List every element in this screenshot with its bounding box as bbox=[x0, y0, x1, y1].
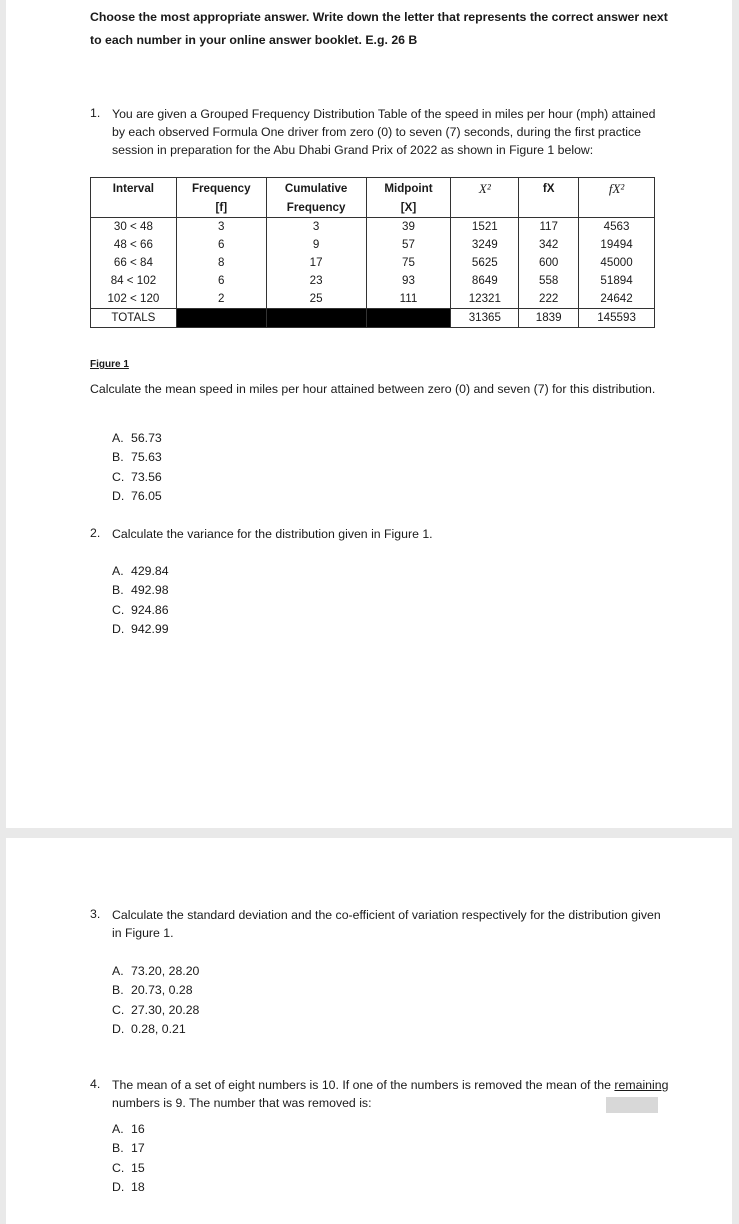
cell-x-squared: 8649 bbox=[451, 272, 519, 290]
cell-fx: 600 bbox=[519, 254, 579, 272]
question-4-number: 4. bbox=[90, 1077, 101, 1091]
option-d[interactable]: D. 0.28, 0.21 bbox=[112, 1021, 186, 1036]
header-frequency: Frequency [f] bbox=[176, 178, 266, 218]
option-d[interactable]: D. 18 bbox=[112, 1179, 145, 1194]
table-row bbox=[91, 218, 655, 237]
cell-interval: 102 < 120 bbox=[91, 290, 177, 309]
question-4-text-line-1: The mean of a set of eight numbers is 10. If one of the numbers is removed the mean of the bbox=[112, 1078, 611, 1092]
option-b[interactable]: B. 17 bbox=[112, 1141, 145, 1156]
option-d[interactable]: D. 76.05 bbox=[112, 488, 162, 503]
question-4-text bbox=[112, 1076, 692, 1112]
cell-interval: 84 < 102 bbox=[91, 272, 177, 290]
cell-midpoint: 75 bbox=[366, 254, 451, 272]
cell-fx: 222 bbox=[519, 290, 579, 309]
cell-x-squared: 12321 bbox=[451, 290, 519, 309]
cell-fx-squared: 19494 bbox=[579, 236, 655, 254]
cell-midpoint: 57 bbox=[366, 236, 451, 254]
option-b[interactable]: B. 75.63 bbox=[112, 450, 162, 465]
figure-caption: Figure 1 bbox=[90, 359, 129, 370]
cell-frequency: 3 bbox=[176, 218, 266, 237]
question-3-options bbox=[112, 962, 199, 1039]
question-4-options bbox=[112, 1120, 145, 1197]
header-midpoint: Midpoint [X] bbox=[366, 178, 451, 218]
table-header-row bbox=[91, 178, 655, 218]
cell-interval: 66 < 84 bbox=[91, 254, 177, 272]
question-1-text: You are given a Grouped Frequency Distribution Table of the speed in miles per hour (mph) attained by each observed Formula One driver from zero (0) to seven (7) seconds, during the first practice session in preparation for the Abu Dhabi Grand Prix of 2022 as shown in Figure 1 below: bbox=[112, 107, 656, 157]
option-c[interactable]: C. 15 bbox=[112, 1160, 145, 1175]
option-a[interactable]: A. 429.84 bbox=[112, 564, 169, 578]
cell-total-x-squared: 31365 bbox=[451, 309, 519, 328]
option-d[interactable]: D. 942.99 bbox=[112, 621, 169, 636]
option-b[interactable]: B. 20.73, 0.28 bbox=[112, 983, 193, 998]
cell-cumulative: 17 bbox=[266, 254, 366, 272]
header-fx-squared: fX² bbox=[579, 178, 655, 218]
header-cumulative-frequency: Cumulative Frequency bbox=[266, 178, 366, 218]
cell-totals-label: TOTALS bbox=[91, 309, 177, 328]
question-2-options bbox=[112, 562, 169, 639]
cell-x-squared: 3249 bbox=[451, 236, 519, 254]
blacked-out-cell bbox=[366, 309, 451, 328]
cell-frequency: 8 bbox=[176, 254, 266, 272]
cell-midpoint: 39 bbox=[366, 218, 451, 237]
cell-x-squared: 1521 bbox=[451, 218, 519, 237]
header-x-squared: X² bbox=[451, 178, 519, 218]
cell-frequency: 6 bbox=[176, 236, 266, 254]
cell-cumulative: 23 bbox=[266, 272, 366, 290]
cell-total-fx: 1839 bbox=[519, 309, 579, 328]
cell-x-squared: 5625 bbox=[451, 254, 519, 272]
cell-interval: 30 < 48 bbox=[91, 218, 177, 237]
blacked-out-cell bbox=[266, 309, 366, 328]
cell-cumulative: 3 bbox=[266, 218, 366, 237]
cell-fx-squared: 24642 bbox=[579, 290, 655, 309]
option-b[interactable]: B. 492.98 bbox=[112, 583, 169, 598]
question-4-underlined-word: remaining bbox=[614, 1078, 669, 1092]
question-1-prompt: Calculate the mean speed in miles per hour attained between zero (0) and seven (7) for this distribution. bbox=[90, 382, 656, 396]
cell-fx: 117 bbox=[519, 218, 579, 237]
cell-frequency: 6 bbox=[176, 272, 266, 290]
question-3-number: 3. bbox=[90, 907, 101, 921]
cell-total-fx-squared: 145593 bbox=[579, 309, 655, 328]
cell-fx: 558 bbox=[519, 272, 579, 290]
smudge-mark bbox=[606, 1097, 658, 1113]
question-2-text: Calculate the variance for the distribution given in Figure 1. bbox=[112, 527, 433, 541]
option-c[interactable]: C. 27.30, 20.28 bbox=[112, 1002, 200, 1017]
cell-fx-squared: 45000 bbox=[579, 254, 655, 272]
question-1-options bbox=[112, 429, 162, 506]
question-3-text: Calculate the standard deviation and the co-efficient of variation respectively for the distribution given in Figure 1. bbox=[112, 908, 661, 940]
cell-fx-squared: 4563 bbox=[579, 218, 655, 237]
cell-midpoint: 93 bbox=[366, 272, 451, 290]
table-row bbox=[91, 236, 655, 254]
table-row bbox=[91, 254, 655, 272]
cell-interval: 48 < 66 bbox=[91, 236, 177, 254]
option-a[interactable]: A. 56.73 bbox=[112, 431, 162, 445]
table-row bbox=[91, 290, 655, 309]
cell-cumulative: 25 bbox=[266, 290, 366, 309]
instructions-line-1: Choose the most appropriate answer. Write down the letter that represents the correct answer next bbox=[90, 10, 668, 24]
totals-row bbox=[91, 309, 655, 328]
question-4-text-line-2: numbers is 9. The number that was removed is: bbox=[112, 1096, 372, 1110]
instructions bbox=[90, 6, 690, 52]
header-interval: Interval bbox=[91, 178, 177, 218]
cell-frequency: 2 bbox=[176, 290, 266, 309]
cell-midpoint: 111 bbox=[366, 290, 451, 309]
question-1-number: 1. bbox=[90, 106, 101, 120]
table-row bbox=[91, 272, 655, 290]
option-c[interactable]: C. 73.56 bbox=[112, 469, 162, 484]
option-a[interactable]: A. 73.20, 28.20 bbox=[112, 964, 200, 978]
cell-cumulative: 9 bbox=[266, 236, 366, 254]
option-c[interactable]: C. 924.86 bbox=[112, 602, 169, 617]
header-fx: fX bbox=[519, 178, 579, 218]
cell-fx-squared: 51894 bbox=[579, 272, 655, 290]
blacked-out-cell bbox=[176, 309, 266, 328]
cell-fx: 342 bbox=[519, 236, 579, 254]
frequency-distribution-table bbox=[90, 177, 655, 328]
option-a[interactable]: A. 16 bbox=[112, 1122, 145, 1136]
worksheet-page-1 bbox=[6, 0, 732, 828]
instructions-line-2: to each number in your online answer booklet. E.g. 26 B bbox=[90, 33, 418, 47]
question-2-number: 2. bbox=[90, 526, 101, 540]
worksheet-page-2 bbox=[6, 838, 732, 1224]
